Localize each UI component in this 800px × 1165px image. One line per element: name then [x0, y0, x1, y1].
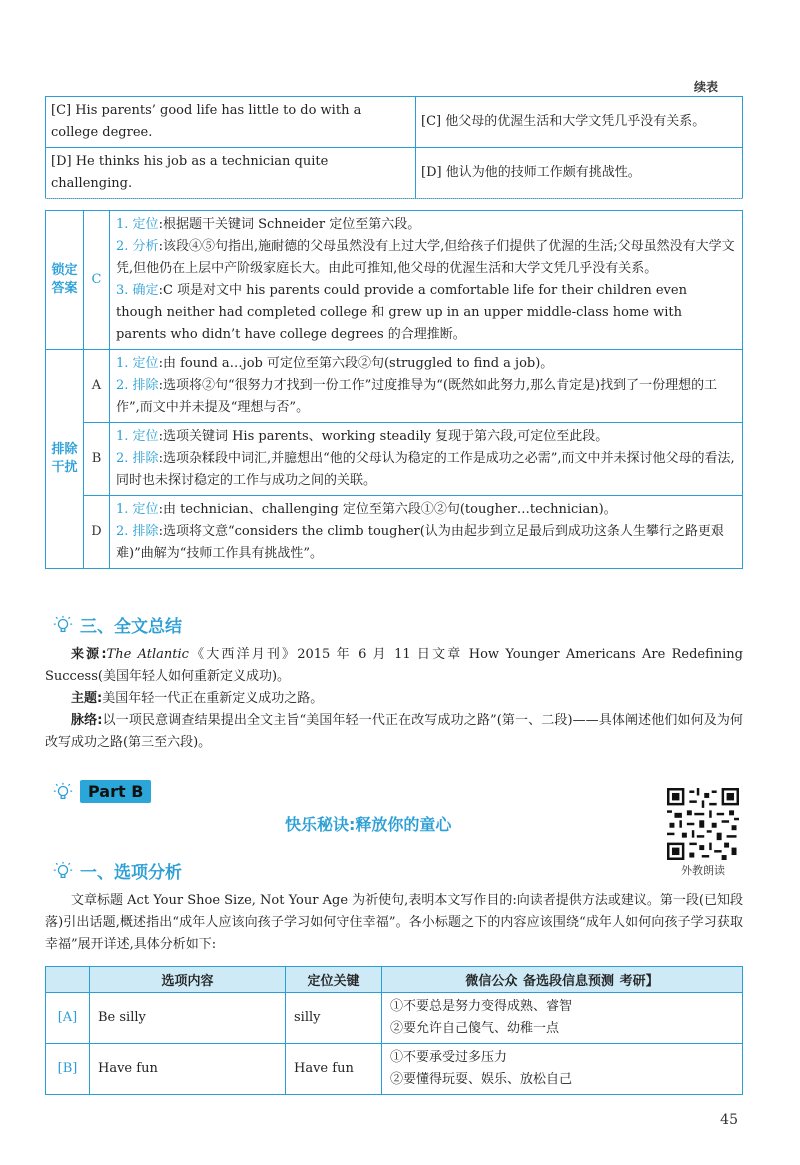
option-key: silly	[286, 993, 382, 1044]
header-blank	[46, 967, 90, 993]
translation-table	[45, 96, 743, 199]
summary-heading	[52, 612, 182, 637]
option-content: Be silly	[90, 993, 286, 1044]
table-row	[46, 423, 743, 496]
option-zh-c: [C] 他父母的优渥生活和大学文凭几乎没有关系。	[416, 97, 743, 148]
partb-label: Part B	[80, 780, 151, 803]
options-title: 一、选项分析	[80, 863, 182, 883]
distractor-label: 排除干扰	[46, 350, 84, 569]
continued-label: 续表	[693, 80, 718, 94]
page-number: 45	[720, 1112, 738, 1128]
options-intro: 文章标题 Act Your Shoe Size, Not Your Age 为祈使句,表明本文写作目的:向读者提供方法或建议。第一段(已知段落)引出话题,概述指出“成年人应该向孩子学习如何守住幸福”。各小标题之下的内容应该围绕“成年人如何向孩子学习获取幸福”展开详述,具体分析如下:	[45, 893, 743, 952]
distractor-option-b: B	[84, 423, 110, 496]
header-key: 定位关键	[286, 967, 382, 993]
header-content: 选项内容	[90, 967, 286, 993]
table-row	[46, 211, 743, 350]
option-zh-d: [D] 他认为他的技师工作颇有挑战性。	[416, 148, 743, 199]
lock-answer-label: 锁定答案	[46, 211, 84, 350]
summary-title: 三、全文总结	[80, 617, 182, 637]
distractor-analysis-b	[110, 423, 743, 496]
table-row	[46, 496, 743, 569]
table-row	[46, 148, 743, 199]
summary-context: 脉络:以一项民意调查结果提出全文主旨“美国年轻一代正在改写成功之路”(第一、二段)——具体阐述他们如何及为何改写成功之路(第三至六段)。	[45, 713, 743, 750]
header-predict: 微信公众 备选段信息预测 考研】	[382, 967, 743, 993]
options-table	[45, 966, 743, 1095]
table-header-row	[46, 967, 743, 993]
dotted-divider	[45, 198, 743, 199]
lightbulb-icon	[52, 860, 74, 882]
list-item: 1. 定位:由 technician、challenging 定位至第六段①②句(tougher…technician)。	[116, 502, 617, 517]
partb-heading	[52, 780, 151, 803]
list-item: 1. 定位:根据题干关键词 Schneider 定位至第六段。	[116, 217, 421, 232]
option-en-d: [D] He thinks his job as a technician quite challenging.	[46, 148, 416, 199]
option-label: [A]	[46, 993, 90, 1044]
list-item: 2. 排除:选项杂糅段中词汇,并臆想出“他的父母认为稳定的工作是成功之必需”,而文中并未探讨他父母的看法,同时也未探讨稳定的工作与成功之间的关联。	[116, 451, 735, 488]
distractor-option-d: D	[84, 496, 110, 569]
table-row	[46, 350, 743, 423]
list-item: 3. 确定:C 项是对文中 his parents could provide a comfortable life for their children even though neither had completed college 和 grew up in an upper middle-class home with parents who didn’t have college degrees 的合理推断。	[116, 283, 687, 342]
list-item: 2. 排除:选项将②句“很努力才找到一份工作”过度推导为“(既然如此努力,那么肯定是)找到了一份理想的工作”,而文中并未提及“理想与否”。	[116, 378, 718, 415]
options-heading	[52, 858, 182, 883]
option-predict: ①不要承受过多压力 ②要懂得玩耍、娱乐、放松自己	[382, 1044, 743, 1095]
summary-theme: 主题:美国年轻一代正在重新定义成功之路。	[71, 691, 324, 706]
lock-analysis	[110, 211, 743, 350]
distractor-analysis-a	[110, 350, 743, 423]
list-item: 1. 定位:选项关键词 His parents、working steadily 复现于第六段,可定位至此段。	[116, 429, 609, 444]
summary-source: 来源:The Atlantic《大西洋月刊》2015 年 6 月 11 日文章 How Younger Americans Are Redefining Success(美国年轻人如何重新定义成功)。	[45, 647, 744, 684]
table-row	[46, 1044, 743, 1095]
option-predict: ①不要总是努力变得成熟、睿智 ②要允许自己傻气、幼稚一点	[382, 993, 743, 1044]
distractor-analysis-d	[110, 496, 743, 569]
analysis-table	[45, 210, 743, 569]
lightbulb-icon	[52, 614, 74, 636]
table-row	[46, 97, 743, 148]
option-label: [B]	[46, 1044, 90, 1095]
qr-code-icon[interactable]	[667, 788, 739, 860]
lightbulb-icon	[52, 781, 74, 803]
option-content: Have fun	[90, 1044, 286, 1095]
passage-title: 快乐秘诀:释放你的童心	[285, 815, 452, 834]
qr-caption: 外教朗读	[681, 864, 725, 877]
option-key: Have fun	[286, 1044, 382, 1095]
list-item: 2. 排除:选项将文意“considers the climb tougher(认为由起步到立足最后到成功这条人生攀行之路更艰难)”曲解为“技师工作具有挑战性”。	[116, 524, 724, 561]
lock-option: C	[84, 211, 110, 350]
list-item: 1. 定位:由 found a…job 可定位至第六段②句(struggled to find a job)。	[116, 356, 554, 371]
option-en-c: [C] His parents’ good life has little to do with a college degree.	[46, 97, 416, 148]
table-row	[46, 993, 743, 1044]
list-item: 2. 分析:该段④⑤句指出,施耐德的父母虽然没有上过大学,但给孩子们提供了优渥的生活;父母虽然没有大学文凭,但他仍在上层中产阶级家庭长大。由此可推知,他父母的优渥生活和大学文凭几乎没有关系。	[116, 239, 735, 276]
distractor-option-a: A	[84, 350, 110, 423]
